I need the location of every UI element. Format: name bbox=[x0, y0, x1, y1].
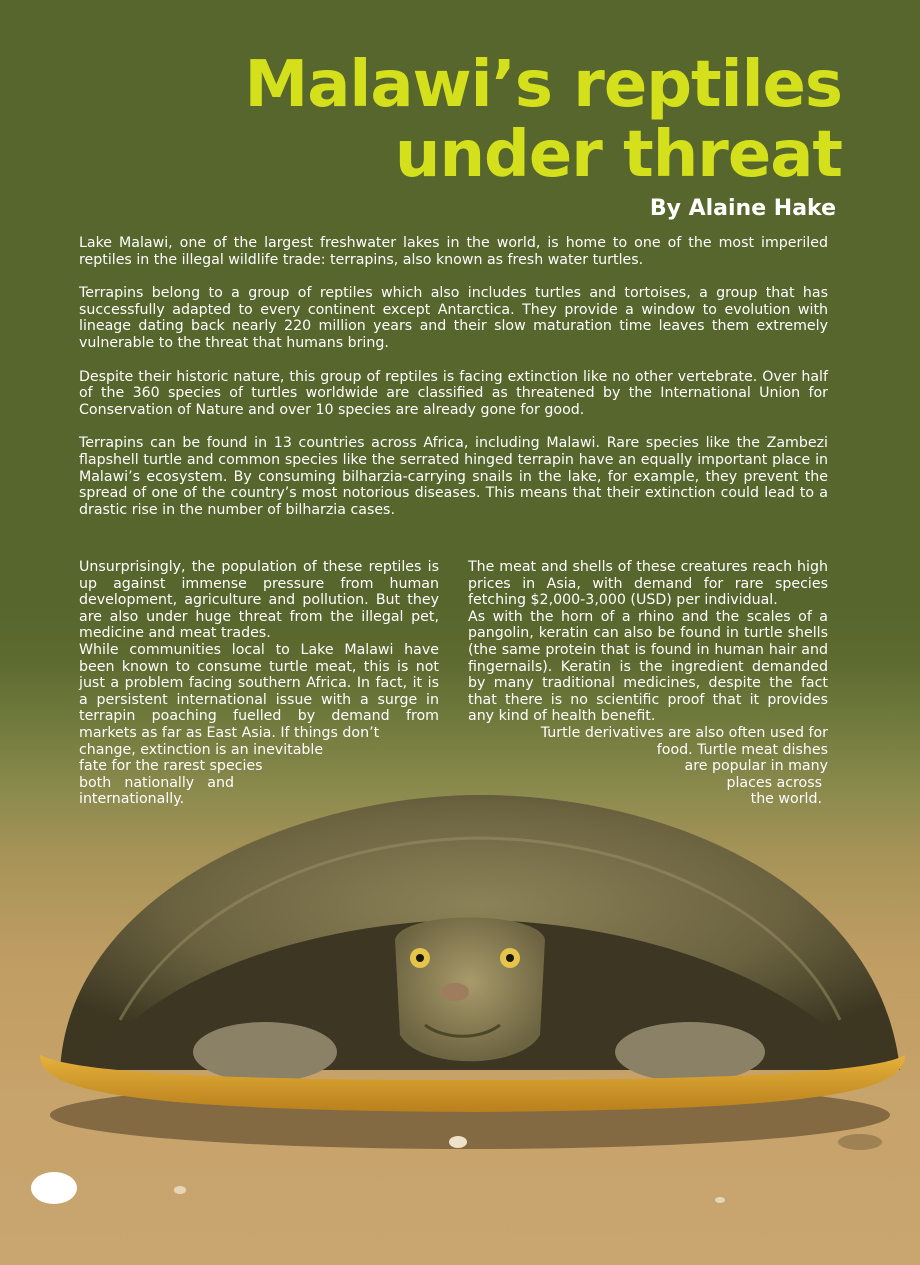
right-tail-line: Turtle derivatives are also often used for bbox=[540, 724, 828, 741]
left-tail-line: internationally. bbox=[79, 791, 185, 808]
intro-paragraph: Terrapins can be found in 13 countries across Africa, including Malawi. Rare species like the Zambezi flapshell turtle and common species like the serrated hinged terrapin have an equally important place in Malawi’s ecosystem. By consuming bilharzia-carrying snails in the lake, for example, they prevent the spread of one of the country’s most notorious diseases. This means that their extinction could lead to a drastic rise in the number of bilharzia cases. bbox=[79, 435, 828, 518]
byline: By Alaine Hake bbox=[649, 196, 836, 221]
right-tail-line: are popular in many bbox=[684, 758, 828, 775]
article-title bbox=[245, 50, 843, 190]
left-column bbox=[79, 559, 439, 808]
right-tail-line: the world. bbox=[750, 791, 822, 808]
title-line-1: Malawi’s reptiles bbox=[244, 48, 842, 122]
left-tail-line: both nationally and bbox=[79, 774, 234, 791]
left-paragraph-2: While communities local to Lake Malawi have been known to consume turtle meat, this is not just a problem facing southern Africa. In fact, it is a persistent international issue with a surge in terrapin poaching fuelled by demand from markets as far as East Asia. If things don’t bbox=[79, 641, 439, 741]
right-paragraph-1: The meat and shells of these creatures reach high prices in Asia, with demand for rare species fetching $2,000-3,000 (USD) per individual. bbox=[468, 559, 828, 609]
right-column bbox=[468, 559, 828, 808]
right-tail bbox=[468, 725, 828, 808]
turtle-photo bbox=[0, 770, 920, 1265]
right-tail-line: places across bbox=[726, 774, 822, 791]
left-tail bbox=[79, 742, 439, 808]
intro-text bbox=[79, 235, 828, 535]
right-paragraph-2: As with the horn of a rhino and the scales of a pangolin, keratin can also be found in turtle shells (the same protein that is found in human hair and fingernails). Keratin is the ingredient demanded by many traditional medicines, despite the fact that there is no scientific proof that it provides any kind of health benefit. bbox=[468, 608, 828, 725]
right-tail-line: food. Turtle meat dishes bbox=[656, 741, 828, 758]
left-tail-line: change, extinction is an inevitable bbox=[79, 741, 324, 758]
intro-paragraph: Terrapins belong to a group of reptiles which also includes turtles and tortoises, a group that has successfully adapted to every continent except Antarctica. They provide a window to evolution with lineage dating back nearly 220 million years and their slow maturation time leaves them extremely vulnerable to the threat that humans bring. bbox=[79, 285, 828, 351]
title-line-2: under threat bbox=[394, 118, 842, 192]
left-paragraph-1: Unsurprisingly, the population of these reptiles is up against immense pressure from human development, agriculture and pollution. But they are also under huge threat from the illegal pet, medicine and meat trades. bbox=[79, 559, 439, 642]
page-number-oval bbox=[31, 1172, 77, 1204]
left-tail-line: fate for the rarest species bbox=[79, 758, 263, 775]
intro-paragraph: Despite their historic nature, this group of reptiles is facing extinction like no other vertebrate. Over half of the 360 species of turtles worldwide are classified as threatened by the International Union for Conservation of Nature and over 10 species are already gone for good. bbox=[79, 368, 828, 418]
intro-paragraph: Lake Malawi, one of the largest freshwater lakes in the world, is home to one of the most imperiled reptiles in the illegal wildlife trade: terrapins, also known as fresh water turtles. bbox=[79, 235, 828, 268]
